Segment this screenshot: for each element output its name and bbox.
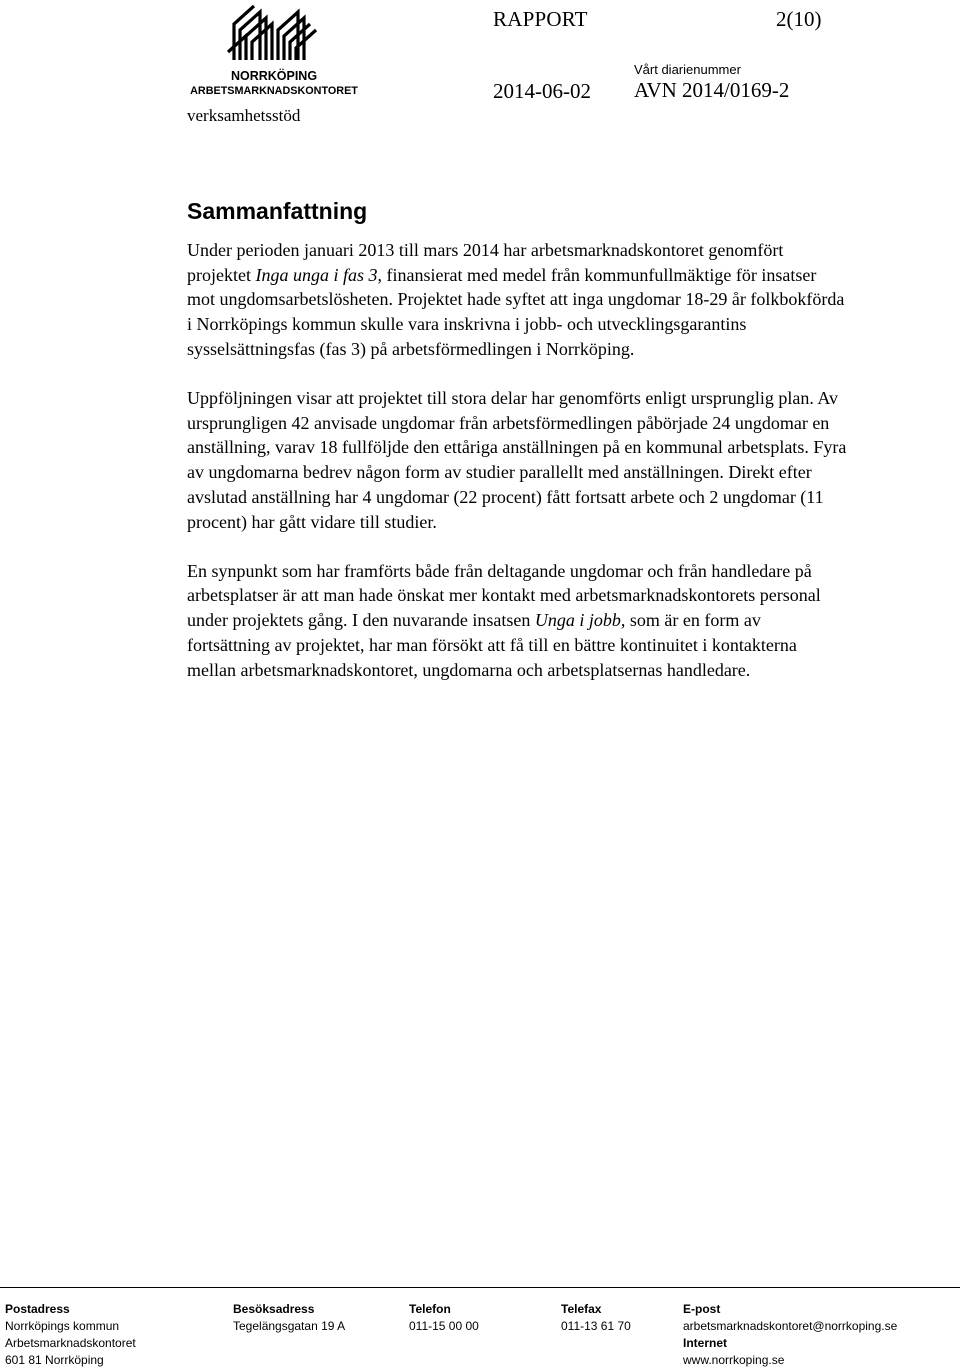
footer-contact: [683, 1301, 897, 1369]
footer-visit-address: [233, 1301, 345, 1335]
document-date: 2014-06-02: [493, 79, 591, 103]
initiative-name-italic: Unga i jobb: [534, 610, 621, 631]
footer-visit-line-1: Tegelängsgatan 19 A: [233, 1319, 346, 1333]
footer-fax: [561, 1301, 631, 1335]
diarie-label: Vårt diarienummer: [634, 62, 741, 77]
diarie-number: AVN 2014/0169-2: [634, 78, 790, 102]
paragraph-1-part-b: , finansierat med medel från kommunfullmäktige för insatser mot ungdomsarbetslösheten. Projektet hade syftet att inga ungdomar 18-29 år folkbokförda i Norrköpings kommun skulle vara inskrivna i jobb- och utvecklingsgarantins sysselsättningsfas (fas 3) på arbetsförmedlingen i Norrköping.: [187, 264, 845, 359]
footer-postal-line-3: 601 81 Norrköping: [5, 1353, 104, 1367]
paragraph-3: [187, 559, 847, 683]
footer-postal-line-2: Arbetsmarknadskontoret: [5, 1336, 136, 1350]
footer-internet-heading: Internet: [683, 1336, 728, 1350]
document-type: RAPPORT: [493, 7, 588, 31]
footer-divider: [0, 1287, 960, 1288]
norrkoping-logo: [188, 2, 360, 98]
footer-phone-number: 011-15 00 00: [409, 1319, 479, 1333]
paragraph-3-part-b: , som är en form av fortsättning av projektet, har man försökt att få till en bättre kontinuitet i kontakterna mellan arbetsmarknadskontoret, ungdomarna och arbetsplatsernas handledare.: [187, 610, 797, 680]
footer-website-link[interactable]: www.norrkoping.se: [683, 1353, 785, 1367]
page-indicator: 2(10): [776, 7, 822, 31]
footer-visit-heading: Besöksadress: [233, 1302, 315, 1316]
department-name: verksamhetsstöd: [187, 106, 301, 125]
footer-email-heading: E-post: [683, 1302, 721, 1316]
paragraph-3-part-a: En synpunkt som har framförts både från deltagande ungdomar och från handledare på arbetsplatser är att man hade önskat mer kontakt med arbetsmarknadskontorets personal under projektets gång. I den nuvarande insatsen: [187, 560, 821, 631]
footer-phone: [409, 1301, 479, 1335]
footer-email-address[interactable]: arbetsmarknadskontoret@norrkoping.se: [683, 1319, 898, 1333]
section-title: Sammanfattning: [187, 198, 368, 224]
footer-postal-line-1: Norrköpings kommun: [5, 1319, 120, 1333]
footer-postal-address: [5, 1301, 136, 1369]
logo-text-norrkoping: NORRKÖPING: [230, 69, 318, 83]
norrkoping-n-emblem-icon: [188, 2, 360, 98]
footer-fax-heading: Telefax: [561, 1302, 602, 1316]
paragraph-1-part-a: Under perioden januari 2013 till mars 2014 har arbetsmarknadskontoret genomfört projektet: [187, 240, 784, 285]
body-text: [187, 238, 847, 707]
paragraph-1: [187, 238, 847, 362]
footer-phone-heading: Telefon: [409, 1302, 451, 1316]
footer-postal-heading: Postadress: [5, 1302, 70, 1316]
footer-fax-number: 011-13 61 70: [561, 1319, 631, 1333]
project-name-italic: Inga unga i fas 3: [255, 264, 378, 285]
logo-text-arbetsmarknadskontoret: ARBETSMARKNADSKONTORET: [190, 85, 358, 97]
paragraph-2: Uppföljningen visar att projektet till stora delar har genomförts enligt ursprunglig plan. Av ursprungligen 42 anvisade ungdomar från arbetsförmedlingen påbörjade 24 ungdomar en anställning, varav 18 fullföljde den ettåriga anställningen på en kommunal arbetsplats. Fyra av ungdomarna bedrev någon form av studier parallellt med anställningen. Direkt efter avslutad anställning har 4 ungdomar (22 procent) fått fortsatt arbete och 2 ungdomar (11 procent) har gått vidare till studier.: [187, 388, 847, 532]
